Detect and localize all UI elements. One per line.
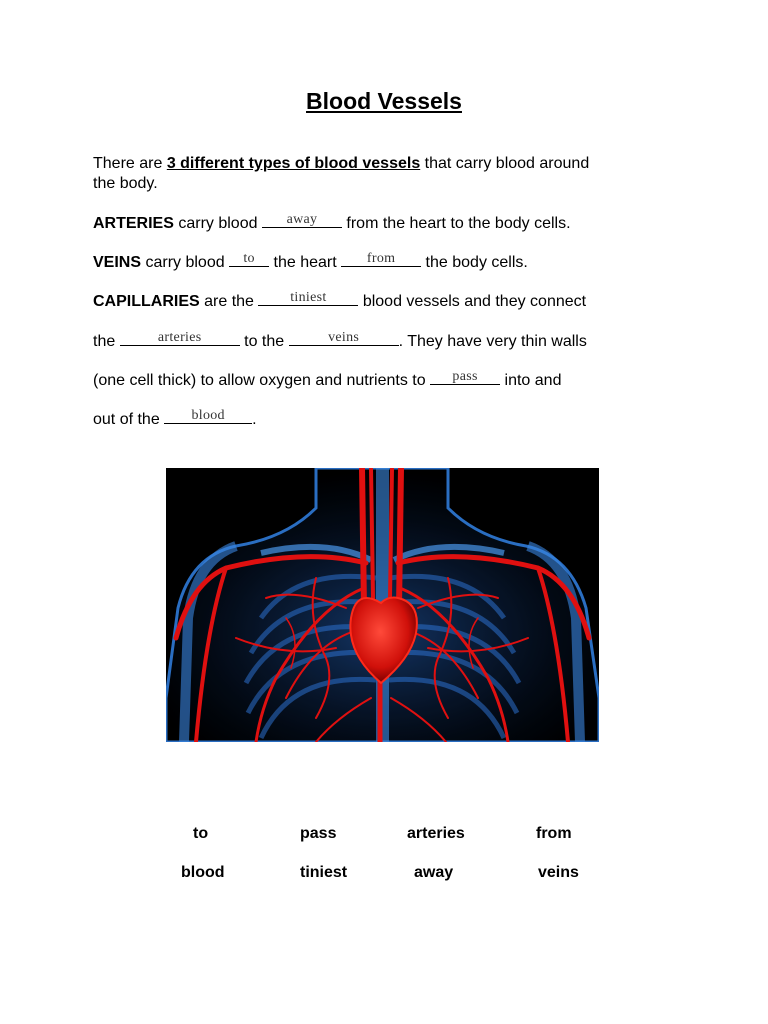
answer-to: to (243, 251, 255, 266)
intro-pre: There are (93, 155, 167, 172)
word-bank-veins: veins (538, 864, 579, 881)
veins-text-3: the body cells. (421, 254, 528, 271)
capillaries-l2-text-2: to the (239, 333, 289, 350)
answer-from: from (366, 251, 396, 266)
capillaries-line-3 (93, 369, 561, 391)
capillaries-l2-text-3: . They have very thin walls (398, 333, 587, 350)
answer-blood: blood (191, 408, 225, 423)
answer-away: away (286, 212, 318, 227)
veins-text-1: carry blood (141, 254, 230, 271)
veins-sentence (93, 251, 528, 273)
arteries-text-1: carry blood (173, 215, 262, 232)
capillaries-l4-text-2: . (252, 411, 257, 428)
intro-post: that carry blood around (420, 155, 590, 172)
capillaries-l2-text-1: the (93, 333, 120, 350)
answer-veins: veins (328, 330, 360, 345)
page-title: Blood Vessels (306, 88, 462, 114)
capillaries-term: CAPILLARIES (93, 293, 200, 310)
intro-line-1 (93, 154, 589, 174)
blank-blood[interactable] (164, 408, 252, 424)
capillaries-text-2: blood vessels and they connect (358, 293, 587, 310)
blank-veins[interactable] (289, 330, 399, 346)
capillaries-line-1 (93, 290, 586, 312)
veins-term: VEINS (93, 254, 142, 271)
arteries-text-2: from the heart to the body cells. (341, 215, 571, 232)
word-bank-from: from (536, 825, 572, 842)
answer-tiniest: tiniest (290, 290, 327, 305)
word-bank-pass: pass (300, 825, 337, 842)
intro-line-2-text: the body. (93, 175, 158, 192)
capillaries-l3-text-2: into and (500, 372, 562, 389)
answer-pass: pass (452, 369, 478, 384)
intro-line-2 (93, 174, 158, 194)
word-bank-arteries: arteries (407, 825, 465, 842)
capillaries-line-2 (93, 330, 587, 352)
arteries-sentence (93, 212, 571, 234)
capillaries-l4-text-1: out of the (93, 411, 165, 428)
veins-text-2: the heart (269, 254, 342, 271)
word-bank-away: away (414, 864, 454, 881)
capillaries-text-1: are the (199, 293, 259, 310)
word-bank-tiniest: tiniest (300, 864, 348, 881)
blank-arteries[interactable] (120, 330, 240, 346)
arteries-term: ARTERIES (93, 215, 174, 232)
blank-from[interactable] (341, 251, 421, 267)
intro-emphasis: 3 different types of blood vessels (166, 155, 421, 172)
circulatory-system-illustration (166, 468, 599, 742)
circulatory-system-image (166, 468, 599, 742)
word-bank-blood: blood (181, 864, 225, 881)
word-bank-to: to (193, 825, 209, 842)
blank-pass[interactable] (430, 369, 500, 385)
answer-arteries: arteries (157, 330, 202, 345)
blank-tiniest[interactable] (258, 290, 358, 306)
capillaries-l3-text-1: (one cell thick) to allow oxygen and nutrients to (93, 372, 431, 389)
blank-to[interactable] (229, 251, 269, 267)
capillaries-line-4 (93, 408, 257, 430)
blank-away[interactable] (262, 212, 342, 228)
